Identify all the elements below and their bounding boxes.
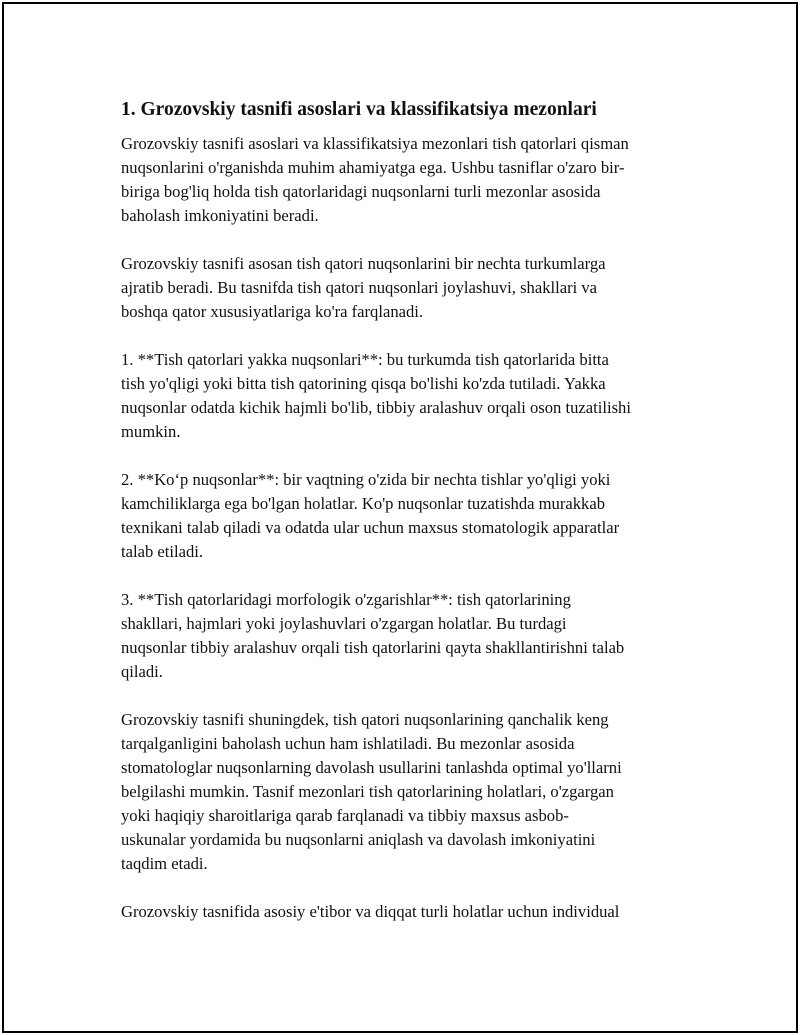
text-line: texnikani talab qiladi va odatda ular uchun maxsus stomatologik apparatlar [121, 518, 620, 537]
text-line: baholash imkoniyatini beradi. [121, 206, 319, 225]
paragraph-overview [121, 252, 691, 324]
text-line: taqdim etadi. [121, 854, 208, 873]
text-line: nuqsonlar tibbiy aralashuv orqali tish qatorlarini qayta shakllantirishni talab [121, 638, 625, 657]
page-frame [2, 2, 798, 1033]
paragraph-focus [121, 900, 691, 924]
paragraph-intro [121, 132, 691, 228]
document-body [121, 98, 691, 948]
text-line: biriga bog'liq holda tish qatorlaridagi nuqsonlarni turli mezonlar asosida [121, 182, 601, 201]
text-line: stomatologlar nuqsonlarning davolash usullarini tanlashda optimal yo'llarni [121, 758, 622, 777]
list-item-3 [121, 588, 691, 684]
text-line: 3. **Tish qatorlaridagi morfologik o'zgarishlar**: tish qatorlarining [121, 590, 571, 609]
text-line: mumkin. [121, 422, 181, 441]
text-line: Grozovskiy tasnifi asosan tish qatori nuqsonlarini bir nechta turkumlarga [121, 254, 606, 273]
list-item-1 [121, 348, 691, 444]
text-line: shakllari, hajmlari yoki joylashuvlari o'zgargan holatlar. Bu turdagi [121, 614, 567, 633]
text-line: uskunalar yordamida bu nuqsonlarni aniqlash va davolash imkoniyatini [121, 830, 596, 849]
text-line: Grozovskiy tasnifi asoslari va klassifikatsiya mezonlari tish qatorlari qisman [121, 134, 629, 153]
text-line: Grozovskiy tasnifida asosiy e'tibor va diqqat turli holatlar uchun individual [121, 902, 620, 921]
text-line: nuqsonlar odatda kichik hajmli bo'lib, tibbiy aralashuv orqali oson tuzatilishi [121, 398, 631, 417]
section-heading: 1. Grozovskiy tasnifi asoslari va klassifikatsiya mezonlari [121, 99, 597, 120]
text-line: tish yo'qligi yoki bitta tish qatorining qisqa bo'lishi ko'zda tutiladi. Yakka [121, 374, 606, 393]
text-line: yoki haqiqiy sharoitlariga qarab farqlanadi va tibbiy maxsus asbob- [121, 806, 569, 825]
text-line: kamchiliklarga ega bo'lgan holatlar. Ko'p nuqsonlar tuzatishda murakkab [121, 494, 605, 513]
text-line: belgilashi mumkin. Tasnif mezonlari tish qatorlarining holatlari, o'zgargan [121, 782, 614, 801]
list-item-2 [121, 468, 691, 564]
paragraph-usage [121, 708, 691, 876]
text-line: 2. **Ko‘p nuqsonlar**: bir vaqtning o'zida bir nechta tishlar yo'qligi yoki [121, 470, 611, 489]
text-line: nuqsonlarini o'rganishda muhim ahamiyatga ega. Ushbu tasniflar o'zaro bir- [121, 158, 625, 177]
text-line: talab etiladi. [121, 542, 204, 561]
text-line: tarqalganligini baholash uchun ham ishlatiladi. Bu mezonlar asosida [121, 734, 575, 753]
text-line: qiladi. [121, 662, 163, 681]
text-line: boshqa qator xususiyatlariga ko'ra farqlanadi. [121, 302, 424, 321]
text-line: Grozovskiy tasnifi shuningdek, tish qatori nuqsonlarining qanchalik keng [121, 710, 609, 729]
text-line: 1. **Tish qatorlari yakka nuqsonlari**: bu turkumda tish qatorlarida bitta [121, 350, 609, 369]
text-line: ajratib beradi. Bu tasnifda tish qatori nuqsonlari joylashuvi, shakllari va [121, 278, 598, 297]
